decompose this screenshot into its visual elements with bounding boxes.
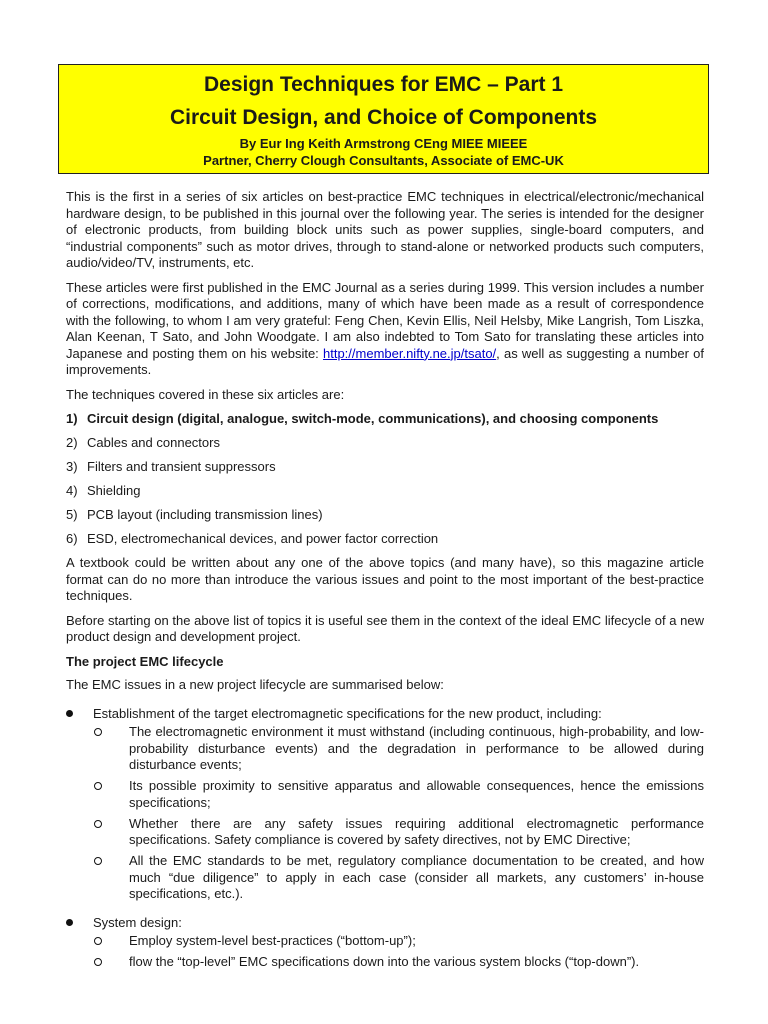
intro-paragraph-2 <box>66 280 704 379</box>
circle-bullet-icon <box>94 958 102 966</box>
after-list-paragraph-2: Before starting on the above list of topics it is useful see them in the context of the ideal EMC lifecycle of a new product design and development project. <box>66 612 704 644</box>
section-heading: The project EMC lifecycle <box>66 653 224 669</box>
list-item-text: Circuit design (digital, analogue, switch-mode, communications), and choosing components <box>87 411 659 426</box>
list-item <box>66 411 704 428</box>
list-number: 6) <box>66 531 78 546</box>
sub-bullet-text: Employ system-level best-practices (“bottom-up”); <box>129 933 416 948</box>
list-item-text: PCB layout (including transmission lines) <box>87 507 323 522</box>
list-item <box>66 435 704 452</box>
bullet-dot-icon <box>66 919 73 926</box>
sub-bullet-text: All the EMC standards to be met, regulatory compliance documentation to be created, and how much “due diligence” to apply in each case (consider all markets, any customers’ in-house specifications, etc.). <box>129 853 704 901</box>
topics-list <box>66 411 704 548</box>
title-box <box>58 64 709 174</box>
list-number: 3) <box>66 459 78 474</box>
list-item <box>66 507 704 524</box>
circle-bullet-icon <box>94 782 102 790</box>
list-item <box>66 459 704 476</box>
list-item-text: Filters and transient suppressors <box>87 459 276 474</box>
author-line: By Eur Ing Keith Armstrong CEng MIEE MIEEE <box>239 136 528 151</box>
list-number: 5) <box>66 507 78 522</box>
list-item <box>66 531 704 548</box>
list-number: 2) <box>66 435 78 450</box>
website-link[interactable]: http://member.nifty.ne.jp/tsato/ <box>322 345 497 361</box>
sub-bullet-item <box>93 853 704 903</box>
sub-bullet-item <box>93 933 704 950</box>
list-number: 1) <box>66 411 78 426</box>
sub-bullet-item <box>93 778 704 811</box>
article-body <box>66 189 704 983</box>
bullet-item <box>66 706 704 903</box>
sub-bullets <box>93 933 704 971</box>
section-intro: The EMC issues in a new project lifecycle are summarised below: <box>66 677 444 692</box>
sub-bullet-text: Its possible proximity to sensitive apparatus and allowable consequences, hence the emissions specifications; <box>129 778 704 810</box>
bullet-dot-icon <box>66 710 73 717</box>
list-item <box>66 483 704 500</box>
list-item-text: Cables and connectors <box>87 435 220 450</box>
after-list-paragraph-1: A textbook could be written about any one of the above topics (and many have), so this magazine article format can do no more than introduce the various issues and point to the most important of the best-practice techniques. <box>66 555 704 603</box>
sub-bullet-item <box>93 816 704 849</box>
intro-paragraph-2-text: These articles were first published in the EMC Journal as a series during 1999. This version includes a number of corrections, modifications, and additions, many of which have been made as a result of correspondence with the following, to whom I am very grateful: Feng Chen, Kevin Ellis, Neil Helsby, Mike Langrish, Tom Liszka, Alan Keenan, T Sato, and John Woodgate. I am also indebted to Tom Sato for translating these articles into Japanese and posting them on his website: <box>66 279 704 361</box>
bullet-text: Establishment of the target electromagnetic specifications for the new product, including: <box>93 705 602 721</box>
sub-bullet-item <box>93 724 704 774</box>
sub-bullet-text: flow the “top-level” EMC specifications down into the various system blocks (“top-down”). <box>129 954 640 969</box>
list-item-text: Shielding <box>87 483 141 498</box>
list-item-text: ESD, electromechanical devices, and power factor correction <box>87 531 439 546</box>
sub-bullet-text: Whether there are any safety issues requiring additional electromagnetic performance specifications. Safety compliance is covered by safety directives, not by EMC Directive; <box>129 815 704 847</box>
intro-paragraph-2-tail: , as well as suggesting a number of improvements. <box>66 345 704 377</box>
bullet-item <box>66 915 704 971</box>
sub-bullet-item <box>93 954 704 971</box>
circle-bullet-icon <box>94 820 102 828</box>
intro-paragraph-1: This is the first in a series of six articles on best-practice EMC techniques in electrical/electronic/mechanical hardware design, to be published in this journal over the following year. The series is intended for the designer of electronic products, from building block units such as power supplies, single-board computers, and “industrial components” such as motor drives, through to stand-alone or networked products such computers, audio/video/TV, instruments, etc. <box>66 189 704 270</box>
document-subtitle: Circuit Design, and Choice of Components <box>169 106 598 129</box>
affiliation-line: Partner, Cherry Clough Consultants, Associate of EMC-UK <box>203 153 564 168</box>
circle-bullet-icon <box>94 728 102 736</box>
lifecycle-bullets <box>66 706 704 971</box>
circle-bullet-icon <box>94 857 102 865</box>
sub-bullet-text: The electromagnetic environment it must withstand (including continuous, high-probability, and low-probability disturbance events) and the degradation in performance to be allowed during disturbance events; <box>129 724 704 772</box>
intro-paragraph-3: The techniques covered in these six articles are: <box>66 386 345 402</box>
bullet-text: System design: <box>93 914 182 930</box>
circle-bullet-icon <box>94 937 102 945</box>
document-title: Design Techniques for EMC – Part 1 <box>203 73 564 96</box>
list-number: 4) <box>66 483 78 498</box>
sub-bullets <box>93 724 704 903</box>
